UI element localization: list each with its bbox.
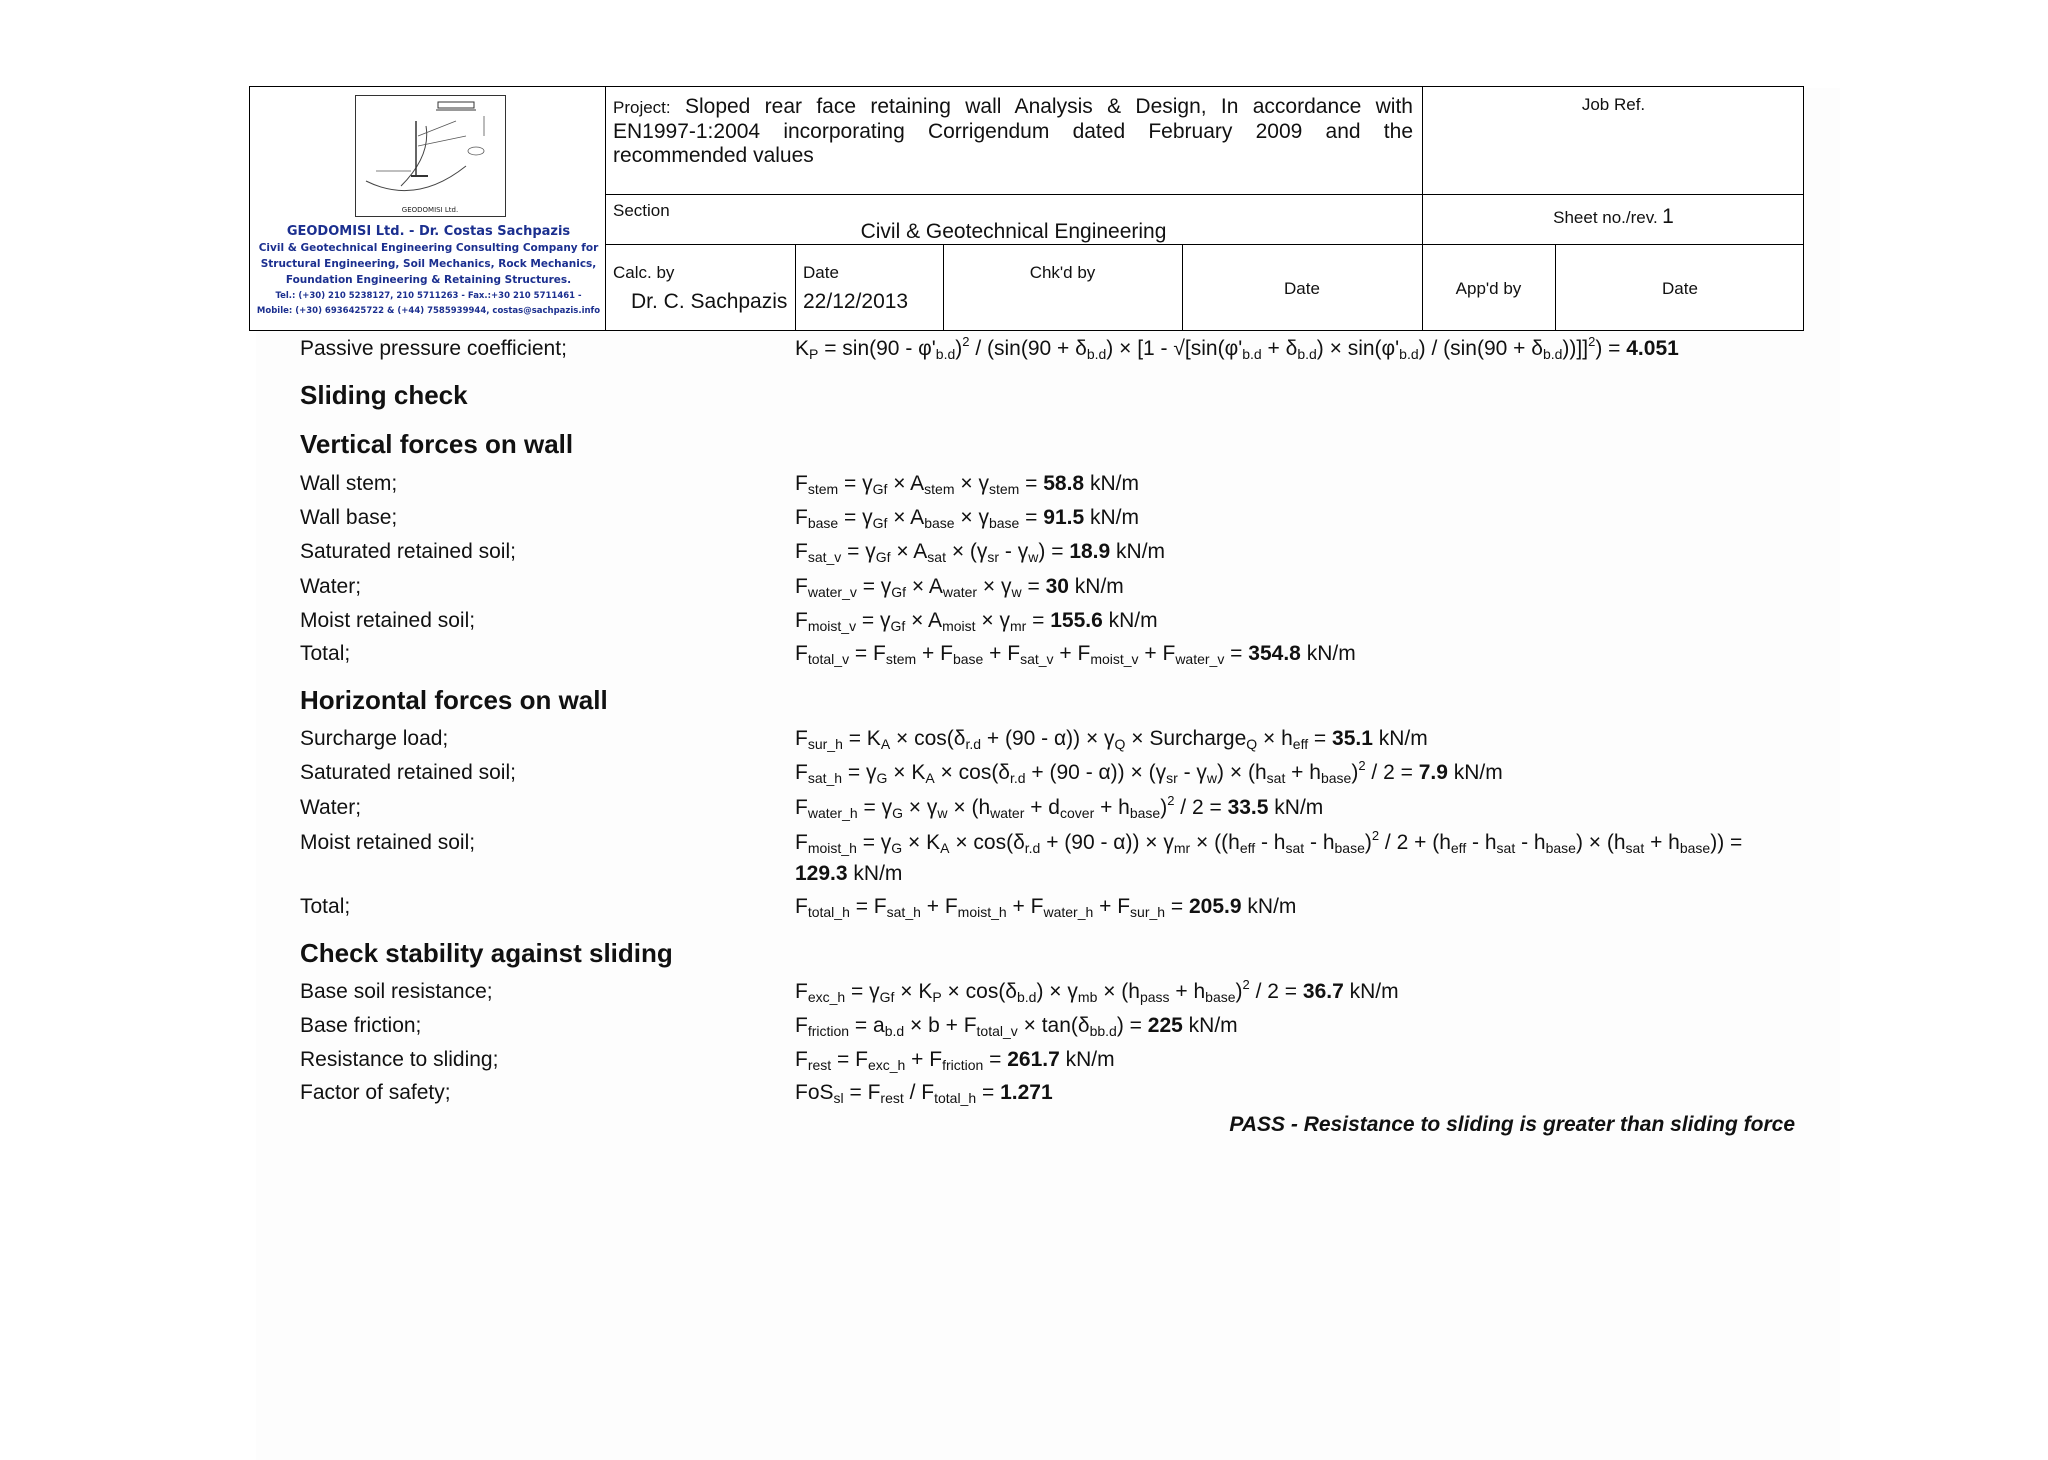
horizontal-label: Surcharge load; (300, 727, 449, 750)
vertical-formula: $F_{water\_v} = \gamma_{Gf} \times A_{water} \times \gamma_w = 30$ kN/m (795, 575, 1124, 600)
vertical-formula: $F_{total\_v} = F_{stem} + F_{base} + F_{sat\_v} + F_{moist\_v} + F_{water\_v} = 354.8$ kN/m (795, 642, 1356, 667)
stability-formula: $F_{exc\_h} = \gamma_{Gf} \times K_P \times \cos(\delta_{b.d}) \times \gamma_{mb} \times (h_{pass} + h_{base})^2 / 2 = 36.7$ kN/m (795, 977, 1399, 1005)
pass-verdict: PASS - Resistance to sliding is greater than sliding force (1229, 1113, 1795, 1136)
job-ref-label: Job Ref. (1581, 95, 1646, 114)
vertical-label: Water; (300, 575, 362, 598)
unit: kN/m (1188, 1014, 1238, 1037)
horizontal-label: Saturated retained soil; (300, 761, 516, 784)
vertical-formula: $F_{sat\_v} = \gamma_{Gf} \times A_{sat} \times (\gamma_{sr} - \gamma_w) = 18.9$ kN/m (795, 540, 1166, 565)
heading-stability: Check stability against sliding (300, 938, 673, 968)
vertical-label: Saturated retained soil; (300, 540, 516, 563)
unit: kN/m (1089, 472, 1139, 495)
vertical-label: Moist retained soil; (300, 609, 476, 632)
stability-result: 1.271 (1000, 1081, 1053, 1104)
unit: kN/m (1306, 642, 1356, 665)
stability-label: Base soil resistance; (300, 980, 493, 1003)
unit: kN/m (853, 862, 903, 885)
unit: kN/m (1090, 506, 1139, 529)
heading-horizontal-forces: Horizontal forces on wall (300, 685, 608, 715)
passive-label: Passive pressure coefficient; (300, 337, 567, 360)
calc-by-label: Calc. by (613, 263, 675, 282)
unit: kN/m (1349, 980, 1399, 1003)
calc-by-value: Dr. C. Sachpazis (631, 290, 788, 313)
unit: kN/m (1074, 575, 1124, 598)
sheet-no (1422, 205, 1805, 229)
passive-result: 4.051 (1626, 337, 1679, 360)
unit: kN/m (1378, 727, 1428, 750)
unit: kN/m (1108, 609, 1158, 632)
project-line-3: recommended values (613, 144, 814, 167)
section-value: Civil & Geotechnical Engineering (860, 220, 1167, 243)
horizontal-formula: $F_{total\_h} = F_{sat\_h} + F_{moist\_h} + F_{water\_h} + F_{sur\_h} = 205.9$ kN/m (795, 895, 1297, 920)
horizontal-formula: $F_{sat\_h} = \gamma_G \times K_A \times \cos(\delta_{r.d} + (90 - \alpha)) \times (\gamma_{sr} - \gamma_w) \times (h_{sat} + h_{base})^2 / 2 = 7.9$ kN/m (795, 758, 1503, 786)
horizontal-label: Moist retained soil; (300, 831, 476, 854)
vertical-result: 91.5 (1043, 506, 1085, 529)
date2-label: Date (1284, 279, 1320, 298)
sheet-label: Sheet no./rev. (1553, 208, 1658, 227)
project-field (613, 95, 1413, 168)
company-contact: Mobile: (+30) 6936425722 & (+44) 7585939944, costas@sachpazis.info (256, 306, 601, 316)
vertical-result: 58.8 (1043, 472, 1085, 495)
horizontal-result: 33.5 (1227, 796, 1269, 819)
company-logo (355, 95, 506, 217)
unit: kN/m (1453, 761, 1503, 784)
stability-result: 261.7 (1007, 1048, 1060, 1071)
horizontal-formula: $F_{moist\_h} = \gamma_G \times K_A \times \cos(\delta_{r.d} + (90 - \alpha)) \times \gamma_{mr} \times ((h_{eff} - h_{sat} - h_{base})^2 / 2 + (h_{eff} - h_{sat} - h_{base}) \times (h_{sat} + h_{base}))$ = (795, 828, 1743, 856)
unit: kN/m (1065, 1048, 1115, 1071)
date3-label: Date (1662, 279, 1698, 298)
section-label: Section (613, 201, 670, 220)
project-line-2: EN1997-1:2004 incorporating Corrigendum dated February 2009 and the (613, 120, 1413, 143)
stability-result: 36.7 (1302, 980, 1344, 1003)
horizontal-formula: $F_{water\_h} = \gamma_G \times \gamma_w \times (h_{water} + d_{cover} + h_{base})^2 / 2 = 33.5$ kN/m (795, 793, 1324, 821)
unit: kN/m (1247, 895, 1297, 918)
logo-caption: GEODOMISI Ltd. (401, 206, 459, 214)
vertical-result: 30 (1045, 575, 1069, 598)
vertical-formula: $F_{moist\_v} = \gamma_{Gf} \times A_{moist} \times \gamma_{mr} = 155.6$ kN/m (795, 609, 1158, 634)
appd-by-label: App'd by (1455, 279, 1522, 298)
horizontal-formula-cont (795, 862, 902, 886)
vertical-formula: $F_{base} = \gamma_{Gf} \times A_{base} \times \gamma_{base} = 91.5$ kN/m (795, 506, 1139, 531)
vertical-label: Total; (300, 642, 351, 665)
vertical-result: 354.8 (1248, 642, 1301, 665)
stability-formula: $FoS_{sl} = F_{rest} / F_{total\_h} = 1.271$ (795, 1081, 1053, 1106)
company-line: Structural Engineering, Soil Mechanics, Rock Mechanics, (260, 258, 597, 270)
unit: kN/m (1274, 796, 1324, 819)
stability-label: Factor of safety; (300, 1081, 451, 1104)
company-line: Foundation Engineering & Retaining Structures. (285, 274, 572, 286)
horizontal-result: 7.9 (1418, 761, 1448, 784)
vertical-result: 155.6 (1050, 609, 1103, 632)
vertical-result: 18.9 (1069, 540, 1111, 563)
horizontal-result: 129.3 (795, 862, 848, 885)
stability-formula: $F_{rest} = F_{exc\_h} + F_{friction} = 261.7$ kN/m (795, 1048, 1115, 1073)
project-line-1: Sloped rear face retaining wall Analysis & Design, In accordance with (684, 95, 1413, 118)
stability-label: Resistance to sliding; (300, 1048, 499, 1071)
passive-formula: $K_P = \sin(90 - \varphi'_{b.d})^2 / (\sin(90 + \delta_{b.d}) \times [1 - √[\sin(\varphi'_{b.d} + \delta_{b.d}) \times \sin(\varphi'_{b.d}) / (\sin(90 + \delta_{b.d}))]]^2) = 4.051$ (795, 334, 1679, 362)
project-label: Project: (613, 98, 671, 117)
stability-formula: $F_{friction} = a_{b.d} \times b + F_{total\_v} \times \tan(\delta_{bb.d}) = 225$ kN/m (795, 1014, 1238, 1039)
horizontal-result: 205.9 (1189, 895, 1242, 918)
company-name: GEODOMISI Ltd. - Dr. Costas Sachpazis (286, 224, 571, 239)
vertical-label: Wall stem; (300, 472, 398, 495)
sheet-value: 1 (1662, 205, 1674, 228)
horizontal-label: Water; (300, 796, 362, 819)
horizontal-formula: $F_{sur\_h} = K_A \times \cos(\delta_{r.d} + (90 - \alpha)) \times \gamma_Q$ × Surcharge$_Q$ × $h_{eff} = 35.1$ kN/m (795, 727, 1428, 752)
title-block (249, 86, 1804, 331)
horizontal-result: 35.1 (1332, 727, 1373, 750)
stability-label: Base friction; (300, 1014, 422, 1037)
vertical-label: Wall base; (300, 506, 398, 529)
company-contact: Tel.: (+30) 210 5238127, 210 5711263 - Fax.:+30 210 5711461 - (275, 291, 582, 301)
chkd-by-label: Chk'd by (1029, 263, 1096, 282)
heading-sliding-check: Sliding check (300, 380, 468, 410)
horizontal-label: Total; (300, 895, 351, 918)
date-label: Date (803, 263, 839, 282)
date-value: 22/12/2013 (803, 290, 909, 313)
heading-vertical-forces: Vertical forces on wall (300, 429, 574, 459)
company-line: Civil & Geotechnical Engineering Consulting Company for (258, 242, 599, 254)
vertical-formula: $F_{stem} = \gamma_{Gf} \times A_{stem} \times \gamma_{stem} = 58.8$ kN/m (795, 472, 1139, 497)
unit: kN/m (1116, 540, 1166, 563)
stability-result: 225 (1147, 1014, 1183, 1037)
